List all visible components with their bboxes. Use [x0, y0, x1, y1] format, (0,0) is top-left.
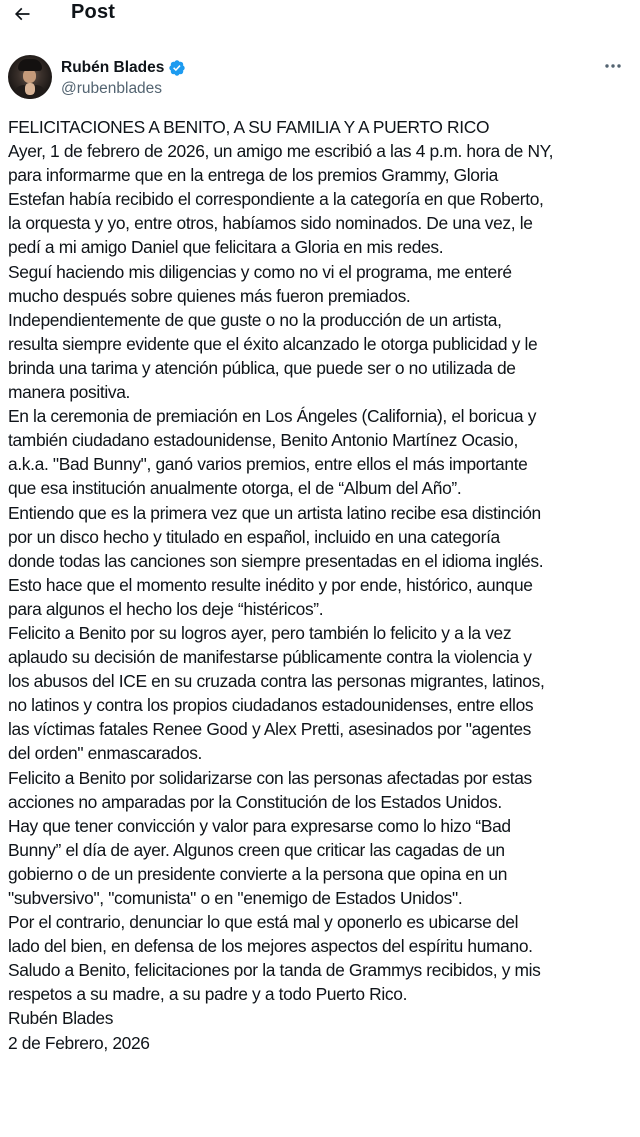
author-name-row	[61, 57, 186, 79]
post-text-line: aplaudo su decisión de manifestarse públicamente contra la violencia y	[8, 647, 532, 668]
post-text-line: que esa institución anualmente otorga, el de “Album del Año”.	[8, 478, 462, 499]
post-text-line: los abusos del ICE en su cruzada contra las personas migrantes, latinos,	[8, 671, 545, 692]
post-text-line: gobierno o de un presidente convierte a la persona que opina en un	[8, 863, 508, 884]
post-text-line: del orden" enmascarados.	[8, 743, 203, 764]
post-text-line: las víctimas fatales Renee Good y Alex Pretti, asesinados por "agentes	[8, 719, 532, 740]
post-text-line: Seguí haciendo mis diligencias y como no vi el programa, me enteré	[8, 261, 512, 282]
post-text	[8, 115, 638, 1055]
verified-badge-icon	[168, 59, 186, 77]
post-text-line: también ciudadano estadounidense, Benito Antonio Martínez Ocasio,	[8, 430, 518, 451]
post-text-line: Esto hace que el momento resulte inédito y por ende, histórico, aunque	[8, 574, 533, 595]
post-text-line: Saludo a Benito, felicitaciones por la tanda de Grammys recibidos, y mis	[8, 960, 541, 981]
post-text-line: "subversivo", "comunista" o en "enemigo de Estados Unidos".	[8, 888, 463, 908]
post-text-line: Bunny” el día de ayer. Algunos creen que criticar las cagadas de un	[8, 839, 505, 860]
page-title: Post	[71, 1, 116, 23]
post-text-line: Por el contrario, denunciar lo que está mal y oponerlo es ubicarse del	[8, 912, 519, 933]
post-text-line: Felicito a Benito por solidarizarse con las personas afectadas por estas	[8, 767, 532, 788]
post-text-line: para informarme que en la entrega de los premios Grammy, Gloria	[8, 165, 498, 186]
post-text-line: para algunos el hecho los deje “histéricos”.	[8, 598, 324, 619]
back-button[interactable]	[10, 2, 34, 26]
arrow-left-icon	[12, 4, 32, 24]
more-options-button[interactable]	[600, 56, 626, 76]
post-text-line: respetos a su madre, a su padre y a todo Puerto Rico.	[8, 984, 408, 1005]
post-text-line: donde todas las canciones son siempre presentadas en el idioma inglés.	[8, 550, 544, 571]
post-text-line: resulta siempre evidente que el éxito alcanzado le otorga publicidad y le	[8, 333, 538, 354]
post-text-line: pedí a mi amigo Daniel que felicitara a Gloria en mis redes.	[8, 237, 444, 258]
post-signature-name: Rubén Blades	[8, 1008, 114, 1029]
post-text-line: la orquesta y yo, entre otros, habíamos sido nominados. De una vez, le	[8, 213, 533, 234]
top-navigation-bar	[0, 0, 640, 30]
avatar[interactable]	[8, 55, 52, 99]
post-author	[8, 55, 186, 99]
avatar-hands-shape	[25, 83, 35, 95]
post-text-line: En la ceremonia de premiación en Los Ángeles (California), el boricua y	[8, 406, 537, 427]
post-text-line: por un disco hecho y titulado en español, incluido en una categoría	[8, 526, 500, 547]
post-text-line: brinda una tarima y atención pública, que puede ser o no utilizada de	[8, 357, 516, 378]
avatar-hat-shape	[18, 59, 42, 71]
post-text-line: Estefan había recibido el correspondiente a la categoría en que Roberto,	[8, 189, 544, 210]
post-text-line: lado del bien, en defensa de los mejores aspectos del espíritu humano.	[8, 936, 533, 957]
avatar-face-shape	[23, 69, 36, 83]
post-signature-date: 2 de Febrero, 2026	[8, 1032, 150, 1053]
post-text-line: acciones no amparadas por la Constitución de los Estados Unidos.	[8, 791, 502, 812]
post-text-line: no latinos y contra los propios ciudadanos estadounidenses, entre ellos	[8, 695, 534, 716]
ellipsis-icon	[604, 63, 622, 69]
author-handle[interactable]: @rubenblades	[61, 79, 163, 97]
post-text-line: Ayer, 1 de febrero de 2026, un amigo me escribió a las 4 p.m. hora de NY,	[8, 141, 554, 162]
post-text-line: a.k.a. "Bad Bunny", ganó varios premios, entre ellos el más importante	[8, 454, 528, 475]
author-text	[61, 57, 186, 98]
post-text-line: manera positiva.	[8, 382, 130, 403]
author-display-name[interactable]: Rubén Blades	[61, 58, 165, 76]
post-text-line: Entiendo que es la primera vez que un artista latino recibe esa distinción	[8, 502, 541, 523]
post-text-line: FELICITACIONES A BENITO, A SU FAMILIA Y A PUERTO RICO	[8, 117, 490, 137]
post-text-line: Felicito a Benito por su logros ayer, pero también lo felicito y a la vez	[8, 622, 512, 643]
post-text-line: Independientemente de que guste o no la producción de un artista,	[8, 309, 502, 330]
post-text-line: mucho después sobre quienes más fueron premiados.	[8, 285, 411, 306]
post-text-line: Hay que tener convicción y valor para expresarse como lo hizo “Bad	[8, 815, 511, 836]
